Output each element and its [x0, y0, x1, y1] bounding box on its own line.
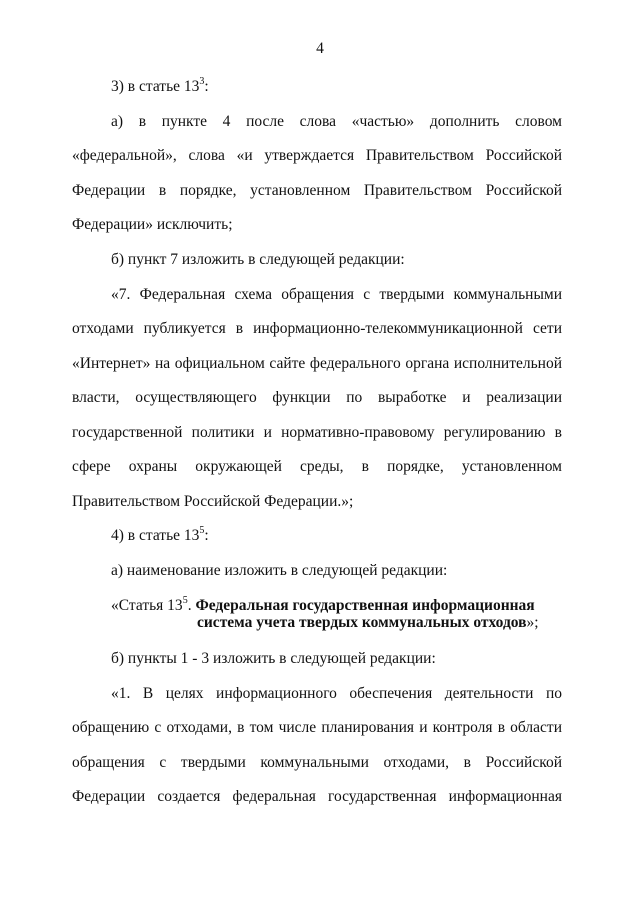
- item-3-heading: [111, 78, 562, 96]
- quote-1-line: «1. В целях информационного обеспечения деятельности по: [111, 685, 562, 702]
- quote-1-line: Федерации создается федеральная государственная информационная: [72, 788, 562, 805]
- item-4-heading: [111, 527, 562, 545]
- para-b1: б) пункт 7 изложить в следующей редакции:: [111, 251, 405, 268]
- article-heading-cont: [197, 614, 539, 632]
- para-a1-line: Федерации» исключить;: [72, 216, 233, 233]
- article-end: »;: [526, 614, 539, 631]
- item-4-colon: :: [204, 527, 209, 544]
- page-number: 4: [316, 40, 324, 57]
- article-dot: .: [187, 597, 196, 614]
- item-3-text: 3) в статье 13: [111, 78, 200, 95]
- para-a1-line: «федеральной», слова «и утверждается Правительством Российской: [72, 147, 562, 164]
- quote-1-line: обращения с твердыми коммунальными отходами, в Российской: [72, 754, 562, 771]
- quote-7-line: «7. Федеральная схема обращения с твердыми коммунальными: [111, 286, 562, 303]
- quote-1-line: обращению с отходами, в том числе планирования и контроля в области: [72, 719, 562, 736]
- article-prefix: «Статья 13: [111, 597, 183, 614]
- item-4-superscript: 5: [199, 525, 205, 536]
- quote-7-line: отходами публикуется в информационно-телекоммуникационной сети: [72, 320, 562, 337]
- quote-7-line: Правительством Российской Федерации.»;: [72, 493, 354, 510]
- article-superscript: 5: [182, 595, 188, 606]
- item-3-colon: :: [204, 78, 209, 95]
- quote-7-line: государственной политики и нормативно-правовому регулированию в: [72, 424, 562, 441]
- para-a1-line: а) в пункте 4 после слова «частью» дополнить словом: [111, 113, 562, 130]
- para-b2: б) пункты 1 - 3 изложить в следующей редакции:: [111, 650, 436, 667]
- item-3-superscript: 3: [199, 76, 205, 87]
- para-a2: а) наименование изложить в следующей редакции:: [111, 562, 448, 579]
- para-a1-line: Федерации в порядке, установленном Правительством Российской: [72, 182, 562, 199]
- article-title-line1: Федеральная государственная информационная: [195, 597, 535, 614]
- article-heading: [111, 597, 562, 615]
- quote-7-line: власти, осуществляющего функции по выработке и реализации: [72, 389, 562, 406]
- quote-7-line: сфере охраны окружающей среды, в порядке, установленном: [72, 458, 562, 475]
- item-4-text: 4) в статье 13: [111, 527, 200, 544]
- article-title-line2: система учета твердых коммунальных отходов: [197, 614, 527, 631]
- quote-7-line: «Интернет» на официальном сайте федерального органа исполнительной: [72, 355, 562, 372]
